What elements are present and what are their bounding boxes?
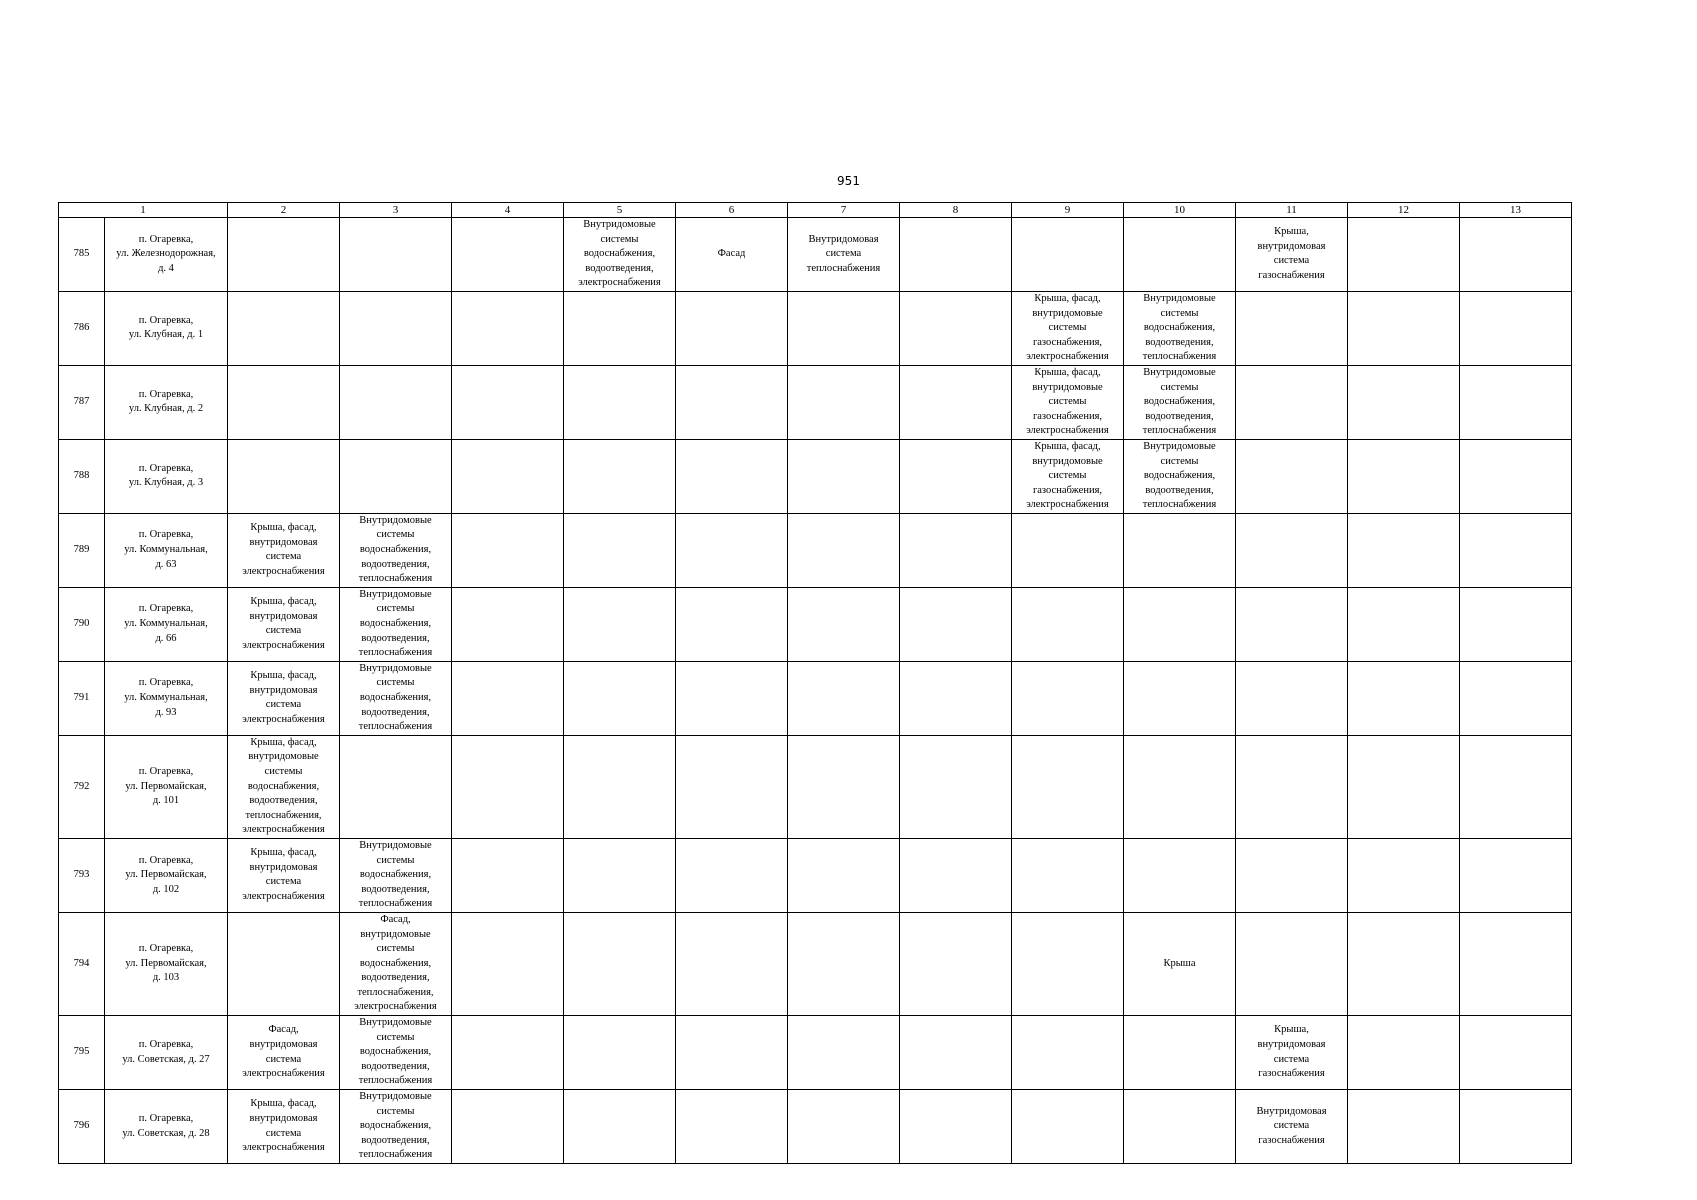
- work-type-cell-6: [676, 365, 788, 439]
- work-type-cell-4: [452, 838, 564, 912]
- work-type-cell-10: [1124, 838, 1236, 912]
- work-type-cell-5: [564, 838, 676, 912]
- work-type-cell-6: [676, 1090, 788, 1164]
- column-header: 12: [1348, 203, 1460, 218]
- work-type-cell-7: [788, 735, 900, 838]
- column-header: 5: [564, 203, 676, 218]
- work-type-cell-7: [788, 587, 900, 661]
- work-type-cell-2: Фасад, внутридомовая система электроснабжения: [228, 1016, 340, 1090]
- column-header: 1: [59, 203, 228, 218]
- work-type-cell-12: [1348, 218, 1460, 292]
- work-type-cell-13: [1460, 661, 1572, 735]
- work-type-cell-3: Внутридомовые системы водоснабжения, водоотведения, теплоснабжения: [340, 513, 452, 587]
- work-type-cell-5: [564, 1090, 676, 1164]
- row-number-cell: 786: [59, 291, 105, 365]
- work-type-cell-12: [1348, 439, 1460, 513]
- table-row: [59, 1090, 1572, 1164]
- work-type-cell-9: [1012, 735, 1124, 838]
- work-type-cell-12: [1348, 735, 1460, 838]
- row-number-cell: 791: [59, 661, 105, 735]
- work-type-cell-7: [788, 1090, 900, 1164]
- work-type-cell-13: [1460, 218, 1572, 292]
- work-type-cell-3: Внутридомовые системы водоснабжения, водоотведения, теплоснабжения: [340, 587, 452, 661]
- work-type-cell-10: [1124, 661, 1236, 735]
- page-number: 951: [837, 174, 860, 188]
- work-type-cell-4: [452, 291, 564, 365]
- table-row: [59, 439, 1572, 513]
- column-header: 6: [676, 203, 788, 218]
- table-body: [59, 203, 1572, 1164]
- work-type-cell-13: [1460, 587, 1572, 661]
- row-number-cell: 794: [59, 912, 105, 1015]
- work-type-cell-11: [1236, 439, 1348, 513]
- work-type-cell-2: Крыша, фасад, внутридомовая система электроснабжения: [228, 838, 340, 912]
- row-number-cell: 790: [59, 587, 105, 661]
- work-type-cell-5: [564, 661, 676, 735]
- row-number-cell: 788: [59, 439, 105, 513]
- work-type-cell-4: [452, 661, 564, 735]
- column-header: 7: [788, 203, 900, 218]
- work-type-cell-9: [1012, 1090, 1124, 1164]
- work-type-cell-8: [900, 513, 1012, 587]
- work-type-cell-7: [788, 291, 900, 365]
- work-type-cell-10: [1124, 587, 1236, 661]
- work-type-cell-8: [900, 912, 1012, 1015]
- table-row: [59, 661, 1572, 735]
- work-type-cell-6: Фасад: [676, 218, 788, 292]
- work-type-cell-3: Внутридомовые системы водоснабжения, водоотведения, теплоснабжения: [340, 1090, 452, 1164]
- column-number-header-row: [59, 203, 1572, 218]
- table-row: [59, 1016, 1572, 1090]
- work-type-cell-4: [452, 587, 564, 661]
- work-type-cell-11: Крыша, внутридомовая система газоснабжения: [1236, 218, 1348, 292]
- address-cell: п. Огаревка, ул. Коммунальная, д. 63: [105, 513, 228, 587]
- work-type-cell-3: Фасад, внутридомовые системы водоснабжения, водоотведения, теплоснабжения, электроснабжения: [340, 912, 452, 1015]
- work-type-cell-13: [1460, 439, 1572, 513]
- work-type-cell-2: Крыша, фасад, внутридомовые системы водоснабжения, водоотведения, теплоснабжения, электроснабжения: [228, 735, 340, 838]
- work-type-cell-12: [1348, 1016, 1460, 1090]
- address-cell: п. Огаревка, ул. Первомайская, д. 101: [105, 735, 228, 838]
- work-type-cell-9: [1012, 513, 1124, 587]
- work-type-cell-13: [1460, 513, 1572, 587]
- work-type-cell-9: Крыша, фасад, внутридомовые системы газоснабжения, электроснабжения: [1012, 439, 1124, 513]
- work-type-cell-9: [1012, 218, 1124, 292]
- work-type-cell-11: [1236, 661, 1348, 735]
- repair-schedule-table: [58, 202, 1572, 1164]
- work-type-cell-11: Внутридомовая система газоснабжения: [1236, 1090, 1348, 1164]
- table-row: [59, 513, 1572, 587]
- work-type-cell-7: [788, 513, 900, 587]
- work-type-cell-10: [1124, 1016, 1236, 1090]
- work-type-cell-10: [1124, 513, 1236, 587]
- work-type-cell-9: [1012, 587, 1124, 661]
- work-type-cell-2: [228, 439, 340, 513]
- address-cell: п. Огаревка, ул. Первомайская, д. 103: [105, 912, 228, 1015]
- work-type-cell-10: Внутридомовые системы водоснабжения, водоотведения, теплоснабжения: [1124, 439, 1236, 513]
- work-type-cell-12: [1348, 365, 1460, 439]
- work-type-cell-12: [1348, 587, 1460, 661]
- work-type-cell-5: [564, 1016, 676, 1090]
- work-type-cell-10: [1124, 218, 1236, 292]
- work-type-cell-7: [788, 838, 900, 912]
- address-cell: п. Огаревка, ул. Коммунальная, д. 93: [105, 661, 228, 735]
- work-type-cell-13: [1460, 1090, 1572, 1164]
- work-type-cell-4: [452, 1016, 564, 1090]
- work-type-cell-5: [564, 587, 676, 661]
- work-type-cell-7: [788, 912, 900, 1015]
- work-type-cell-4: [452, 735, 564, 838]
- table-row: [59, 735, 1572, 838]
- row-number-cell: 792: [59, 735, 105, 838]
- work-type-cell-9: [1012, 661, 1124, 735]
- work-type-cell-6: [676, 838, 788, 912]
- work-type-cell-3: Внутридомовые системы водоснабжения, водоотведения, теплоснабжения: [340, 1016, 452, 1090]
- work-type-cell-11: [1236, 365, 1348, 439]
- work-type-cell-8: [900, 439, 1012, 513]
- work-type-cell-2: Крыша, фасад, внутридомовая система электроснабжения: [228, 587, 340, 661]
- work-type-cell-3: [340, 365, 452, 439]
- address-cell: п. Огаревка, ул. Железнодорожная, д. 4: [105, 218, 228, 292]
- table-row: [59, 912, 1572, 1015]
- column-header: 13: [1460, 203, 1572, 218]
- work-type-cell-5: [564, 439, 676, 513]
- work-type-cell-4: [452, 513, 564, 587]
- work-type-cell-11: [1236, 838, 1348, 912]
- work-type-cell-6: [676, 912, 788, 1015]
- row-number-cell: 796: [59, 1090, 105, 1164]
- work-type-cell-12: [1348, 1090, 1460, 1164]
- work-type-cell-8: [900, 661, 1012, 735]
- work-type-cell-13: [1460, 1016, 1572, 1090]
- work-type-cell-9: [1012, 912, 1124, 1015]
- table-row: [59, 218, 1572, 292]
- work-type-cell-2: Крыша, фасад, внутридомовая система электроснабжения: [228, 1090, 340, 1164]
- work-type-cell-2: [228, 365, 340, 439]
- row-number-cell: 793: [59, 838, 105, 912]
- row-number-cell: 785: [59, 218, 105, 292]
- work-type-cell-12: [1348, 661, 1460, 735]
- work-type-cell-9: Крыша, фасад, внутридомовые системы газоснабжения, электроснабжения: [1012, 365, 1124, 439]
- column-header: 4: [452, 203, 564, 218]
- row-number-cell: 787: [59, 365, 105, 439]
- work-type-cell-9: [1012, 1016, 1124, 1090]
- work-type-cell-6: [676, 291, 788, 365]
- work-type-cell-10: [1124, 735, 1236, 838]
- work-type-cell-4: [452, 439, 564, 513]
- work-type-cell-7: [788, 439, 900, 513]
- row-number-cell: 795: [59, 1016, 105, 1090]
- work-type-cell-5: [564, 735, 676, 838]
- work-type-cell-8: [900, 291, 1012, 365]
- work-type-cell-8: [900, 1090, 1012, 1164]
- work-type-cell-11: Крыша, внутридомовая система газоснабжения: [1236, 1016, 1348, 1090]
- work-type-cell-6: [676, 513, 788, 587]
- work-type-cell-3: Внутридомовые системы водоснабжения, водоотведения, теплоснабжения: [340, 838, 452, 912]
- work-type-cell-2: [228, 912, 340, 1015]
- work-type-cell-6: [676, 735, 788, 838]
- column-header: 2: [228, 203, 340, 218]
- work-type-cell-8: [900, 1016, 1012, 1090]
- work-type-cell-7: Внутридомовая система теплоснабжения: [788, 218, 900, 292]
- address-cell: п. Огаревка, ул. Клубная, д. 1: [105, 291, 228, 365]
- work-type-cell-13: [1460, 735, 1572, 838]
- column-header: 10: [1124, 203, 1236, 218]
- work-type-cell-8: [900, 735, 1012, 838]
- work-type-cell-4: [452, 218, 564, 292]
- work-type-cell-2: [228, 291, 340, 365]
- work-type-cell-9: [1012, 838, 1124, 912]
- table-row: [59, 587, 1572, 661]
- address-cell: п. Огаревка, ул. Клубная, д. 2: [105, 365, 228, 439]
- work-type-cell-5: [564, 365, 676, 439]
- work-type-cell-5: [564, 291, 676, 365]
- work-type-cell-12: [1348, 838, 1460, 912]
- work-type-cell-6: [676, 661, 788, 735]
- work-type-cell-3: [340, 439, 452, 513]
- address-cell: п. Огаревка, ул. Советская, д. 28: [105, 1090, 228, 1164]
- work-type-cell-11: [1236, 735, 1348, 838]
- work-type-cell-8: [900, 218, 1012, 292]
- work-type-cell-7: [788, 1016, 900, 1090]
- work-type-cell-5: Внутридомовые системы водоснабжения, водоотведения, электроснабжения: [564, 218, 676, 292]
- work-type-cell-6: [676, 587, 788, 661]
- work-type-cell-11: [1236, 912, 1348, 1015]
- work-type-cell-12: [1348, 291, 1460, 365]
- work-type-cell-4: [452, 912, 564, 1015]
- work-type-cell-6: [676, 1016, 788, 1090]
- table-row: [59, 365, 1572, 439]
- address-cell: п. Огаревка, ул. Советская, д. 27: [105, 1016, 228, 1090]
- table-row: [59, 838, 1572, 912]
- address-cell: п. Огаревка, ул. Коммунальная, д. 66: [105, 587, 228, 661]
- work-type-cell-3: [340, 218, 452, 292]
- work-type-cell-10: Внутридомовые системы водоснабжения, водоотведения, теплоснабжения: [1124, 291, 1236, 365]
- work-type-cell-12: [1348, 513, 1460, 587]
- work-type-cell-2: Крыша, фасад, внутридомовая система электроснабжения: [228, 513, 340, 587]
- work-type-cell-5: [564, 513, 676, 587]
- work-type-cell-3: Внутридомовые системы водоснабжения, водоотведения, теплоснабжения: [340, 661, 452, 735]
- column-header: 11: [1236, 203, 1348, 218]
- work-type-cell-11: [1236, 291, 1348, 365]
- work-type-cell-8: [900, 838, 1012, 912]
- work-type-cell-3: [340, 735, 452, 838]
- work-type-cell-10: Внутридомовые системы водоснабжения, водоотведения, теплоснабжения: [1124, 365, 1236, 439]
- work-type-cell-10: [1124, 1090, 1236, 1164]
- column-header: 9: [1012, 203, 1124, 218]
- column-header: 8: [900, 203, 1012, 218]
- address-cell: п. Огаревка, ул. Первомайская, д. 102: [105, 838, 228, 912]
- row-number-cell: 789: [59, 513, 105, 587]
- work-type-cell-3: [340, 291, 452, 365]
- work-type-cell-5: [564, 912, 676, 1015]
- work-type-cell-4: [452, 1090, 564, 1164]
- column-header: 3: [340, 203, 452, 218]
- work-type-cell-8: [900, 587, 1012, 661]
- work-type-cell-7: [788, 661, 900, 735]
- work-type-cell-11: [1236, 587, 1348, 661]
- work-type-cell-4: [452, 365, 564, 439]
- work-type-cell-9: Крыша, фасад, внутридомовые системы газоснабжения, электроснабжения: [1012, 291, 1124, 365]
- table-row: [59, 291, 1572, 365]
- work-type-cell-7: [788, 365, 900, 439]
- work-type-cell-12: [1348, 912, 1460, 1015]
- work-type-cell-13: [1460, 838, 1572, 912]
- address-cell: п. Огаревка, ул. Клубная, д. 3: [105, 439, 228, 513]
- work-type-cell-13: [1460, 912, 1572, 1015]
- work-type-cell-2: Крыша, фасад, внутридомовая система электроснабжения: [228, 661, 340, 735]
- work-type-cell-2: [228, 218, 340, 292]
- work-type-cell-8: [900, 365, 1012, 439]
- work-type-cell-13: [1460, 291, 1572, 365]
- work-type-cell-10: Крыша: [1124, 912, 1236, 1015]
- work-type-cell-6: [676, 439, 788, 513]
- work-type-cell-13: [1460, 365, 1572, 439]
- work-type-cell-11: [1236, 513, 1348, 587]
